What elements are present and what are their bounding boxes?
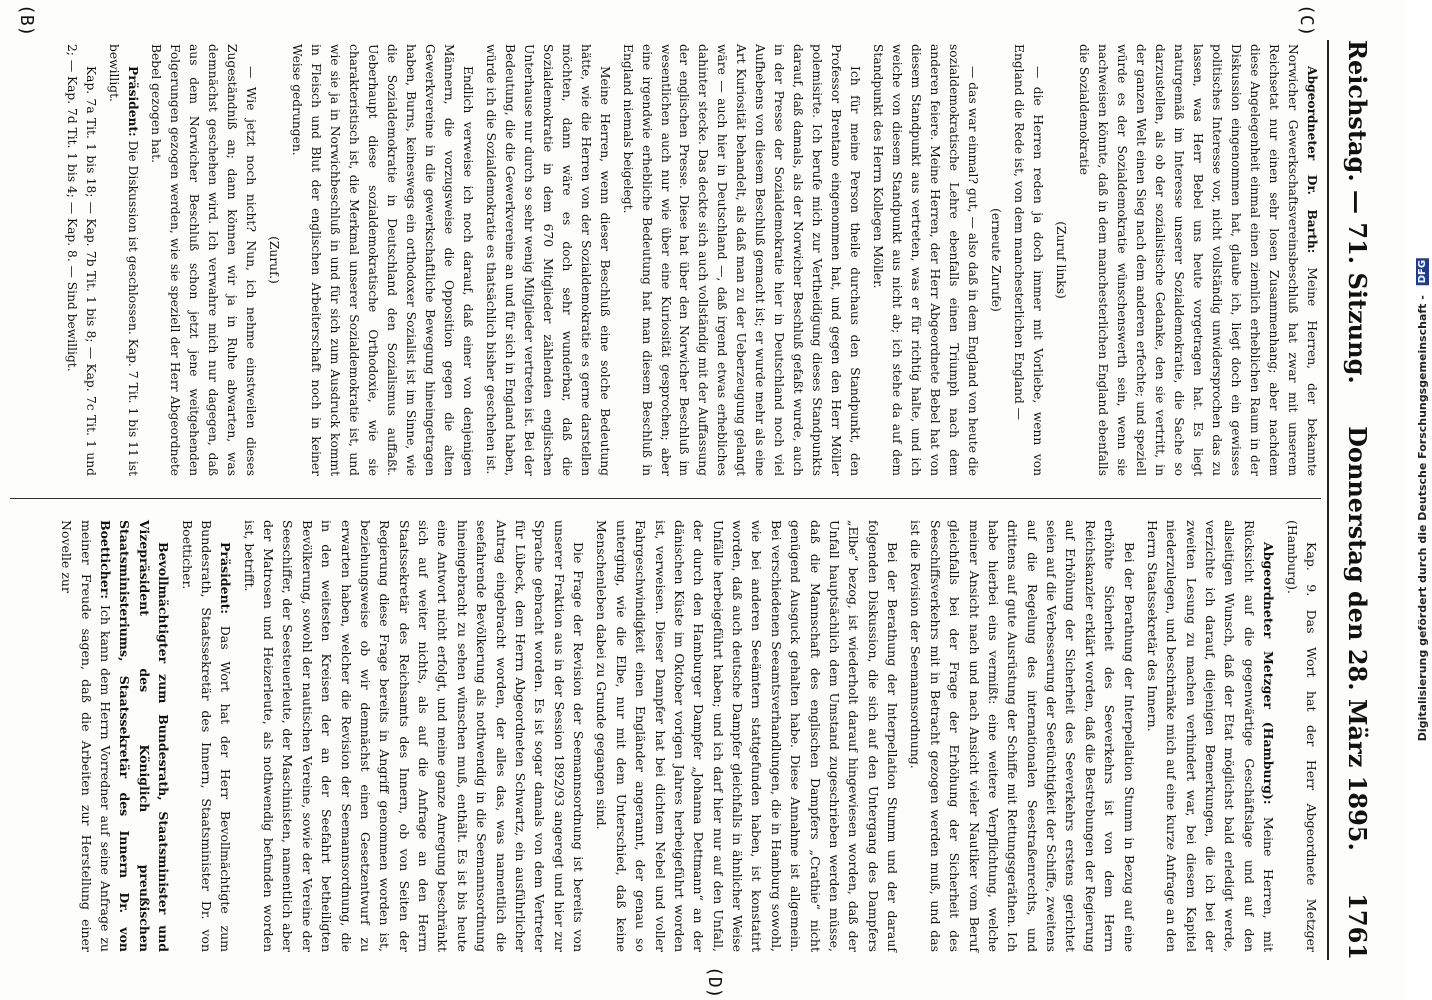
paragraph-text: Ich für meine Person theile durchaus den Standpunkt, den Professor Brentano eingenommen hat, und gegen den Herr Möller polemisirte. Ich berufe mich zur Vertheidigung dieses Standpunkts darauf, daß damals, als der Norwicher Beschluß gefaßt wurde, auch in der Presse der Sozialdemokratie hier in Deutschland noch viel Aufhebens von diesem Beschluß gemacht ist; er wurde mehr als eine Art Kuriosität behandelt, als daß man zu der Ueberzeugung gelangt wäre — auch hier in Deutschland —, daß irgend etwas erhebliches dahinter stecke. Das deckte sich auch vollständig mit der Auffassung der englischen Presse. Diese hat über den Norwicher Beschluß im wesentlichen auch nur wie über eine Kuriosität gesprochen; aber eine irgendwie erhebliche Bedeutung hat man diesem Beschluß in England niemals beigelegt. [620,44,863,476]
paragraph-text: — die Herren reden ja doch immer mit Vorliebe, wenn von England die Rede ist, von dem manchesterlichen England — [1012,44,1046,476]
interjection: (Zuruf links) [1054,221,1069,299]
paragraph-text: — das war einmal? gut, — also daß in dem England von heute die sozialdemokratische Lehre ebenfalls einen Triumph nach dem anderen feiere. Meine Herren, der Herr Abgeordnete Bebel hat von diesem Standpunkt aus vertreten, was er für richtig halte, und ich weiche von diesem Standpunkt aus nicht ab; ich stehe da auf dem Standpunkt des Herrn Kollegen Möller. [871,44,981,476]
paragraph [868,44,982,476]
paragraph [104,44,142,476]
paragraph [57,520,173,952]
left-column [58,44,1321,476]
paragraph-text: Meine Herren, mit Rücksicht auf die gegenwärtige Geschäftslage und auf den allseitigen Wunsch, daß der Etat möglichst bald erledigt werde, verzichte ich darauf, diejenigen Bemerkungen, die ich bei der zweiten Lesung zu machen verhindert war, bei diesem Kapitel niederzulegen, und beschränke mich auf eine kurze Anfrage an den Herrn Staatssekretär des Innern. [1145,520,1277,952]
paragraph-text: Ich kann dem Herrn Vorredner auf seine Anfrage zu meiner Freude sagen, daß die Arbeiten zur Herstellung einer Novelle zur [59,520,114,952]
paragraph [177,520,235,952]
paragraph [62,44,100,476]
paragraph [1282,520,1321,952]
interjection: (erneute Zurufe) [989,208,1004,312]
paragraph [287,44,477,476]
header-date: Donnerstag den 28. März 1895. [1343,426,1373,851]
paragraph-text: Kap. 7a Tit. 1 bis 18; — Kap. 7b Tit. 1 bis 8; — Kap. 7c Tit. 1 und 2; — Kap. 7d Tit. 1 bis 4; — Kap. 8. — Sind bewilligt. [64,44,98,476]
digitization-credit [1412,0,1432,1000]
speaker-name: Bevollmächtigter zum Bundesrath, Staatsminister und Vizepräsident des Königlich preußischen Staatsministeriums, Staatssekretär des Innern Dr. von Boetticher: [98,520,172,952]
speaker-name: Abgeordneter Dr. Barth: [1305,66,1320,254]
paragraph-text: Bei der Berathung der Interpellation Stumm in Bezug auf eine erhöhte Sicherheit des Seeverkehrs ist von dem Herrn Reichskanzler erklärt worden, daß die Bestrebungen der Regierung auf Erhöhung der Sicherheit des Seeverkehrs erstens gerichtet seien auf die Verbesserung der Seetüchtigkeit der Schiffe, zweitens auf die Regelung des internationalen Seestraßenrechts, und drittens auf gute Ausrüstung der Schiffe mit Rettungsgeräthen. Ich habe hierbei eins vermißt: eine weitere Verpflichtung, welche meiner Ansicht nach und nach Ansicht vieler Nautiker vom Beruf gleichfalls bei der Frage der Erhöhung der Sicherheit des Seeschiffsverkehrs mit in Betracht gezogen werden muß, und das ist die Revision der Seemannsordnung. [908,520,1137,952]
credit-text: Digitalisierung gefördert durch die Deutsche Forschungsgemeinschaft - [1415,295,1429,742]
dfg-logo: DFG [1416,260,1428,284]
speaker-name: Präsident: [218,542,234,615]
paragraph [239,520,588,952]
interjection: (Zuruf.) [266,236,281,284]
page-number: 1761 [1343,893,1373,960]
paragraph-text: Bei der Berathung der Interpellation Stumm und der darauf folgenden Diskussion, die sich auf den Untergang des Dampfers „Elbe“ bezog, ist wiederholt darauf hingewiesen worden, daß der Unfall hauptsächlich dem Umstand zugeschrieben werden müsse, daß die Mannschaft des englischen Dampfers „Crathie“ nicht genügend Ausguck gehalten habe. Diese Annahme ist allgemein. Bei verschiedenen Seeamtsverhandlungen, die in Hamburg sowohl, wie bei anderen Seeämtern stattgefunden haben, ist konstatirt worden, daß auch deutsche Dampfer gleichfalls in ähnlicher Weise Unfälle herbeigeführt haben; und ich darf hier nur auf den Unfall, der durch den Hamburger Dampfer „Johanna Dettmann“ an der dänischen Küste im Oktober vorigen Jahres herbeigeführt worden ist, verweisen. Dieser Dampfer hat bei dichtem Nebel und voller Fahrgeschwindigkeit einen Engländer angerannt, der genau so unterging, wie die Elbe, nur mit dem Unterschied, daß keine Menschenleben dabei zu Grunde gegangen sind. [594,520,901,952]
paragraph [481,44,614,476]
paragraph [618,44,865,476]
margin-marker-c: (C) [1296,4,1317,37]
paragraph-text: Meine Herren, der bekannte Norwicher Gewerkschaftsvereinsbeschluß hat zwar mit unserem Reichsetat nur einen sehr losen Zusammenhang; aber nachdem diese Angelegenheit einmal einen ziemlich erheblichen Raum in der Diskussion eingenommen hat, glaube ich, liegt doch ein gewisses politisches Interesse vor, nicht vollständig unwidersprochen das zu lassen, was Herr Bebel uns heute vorgetragen hat. Es liegt naturgemäß im Interesse unserer Sozialdemokratie, die Sache so darzustellen, als ob der sozialistische Gedanke, den sie vertritt, in der ganzen Welt einen Sieg nach dem anderen erfechte; und speziell würde es der Sozialdemokratie wünschenswerth sein, wenn sie nachweisen könnte, daß in dem manchesterlichen England ebenfalls die Sozialdemokratie [1077,44,1319,476]
paragraph-text: Die Frage der Revision der Seemannsordnung ist bereits von unserer Fraktion aus in der Session 1892/93 angeregt und hier zur Sprache gebracht worden. Es ist sogar damals von dem Vertreter für Lübeck, dem Herrn Abgeordneten Schwartz, ein ausführlicher Antrag eingebracht worden, der alles das, was namentlich die seefahrende Bevölkerung als nothwendig in die Seemannsordnung hineingebracht zu sehen wünschen muß, enthält. Es ist bis heute eine Antwort nicht erfolgt, und meine ganze Anregung beschränkt sich auf weiter nichts, als auf die Anfrage an den Herrn Staatssekretär des Reichsamts des Innern, ob von Seiten der Regierung diese Frage bereits in Angriff genommen worden ist, beziehungsweise ob wir demnächst einen Gesetzentwurf zu erwarten haben, welcher die Revision der Seemannsordnung, die in den weitesten Kreisen der an der Seefahrt betheiligten Bevölkerung, sowohl der nautischen Vereine, sowie der Vereine der Seeschiffer, der Seesteuerleute, der Maschinisten, namentlich aber der Matrosen und Heizerleute, als nothwendig befunden worden ist, betrifft. [241,520,587,952]
page-header [1327,40,1387,960]
paragraph-text: — Wie jetzt noch nicht? Nun, ich nehme einstweilen dieses Zugeständniß an; dann können wir ja in Ruhe abwarten, was demnächst geschehen wird. Ich verwahre mich nur dagegen, daß aus dem Norwicher Beschluß schon jetzt jene weitgehenden Folgerungen gezogen werden, wie sie speziell der Herr Abgeordnete Bebel gezogen hat. [148,44,258,476]
paragraph-text: Endlich verweise ich noch darauf, daß einer von denjenigen Männern, die vorzugsweise die Opposition gegen die alten Gewerkvereine in die gewerkschaftliche Bewegung hineingetragen haben, Burns, keineswegs ein orthodoxer Sozialist ist im Sinne, wie die Sozialdemokratie in Deutschland den Sozialismus auffaßt. Ueberhaupt diese sozialdemokratische Orthodoxie, wie sie charakteristisch ist, die Merkmal unserer Sozialdemokratie ist, und wie sie ja in Norwichbeschluß in und für sich zum Ausdruck kommt in Fleisch und Blut der englischen Arbeiterschaft noch in keiner Weise gedrungen. [289,44,475,476]
right-column [53,520,1321,952]
paragraph [1074,44,1321,476]
paragraph-text: Das Wort hat der Herr Bevollmächtigte zum Bundesrath, Staatssekretär des Innern, Staatsminister Dr. von Boetticher. [179,520,234,953]
column-divider [10,498,1321,499]
paragraph [906,520,1139,952]
header-title: Reichstag. — 71. Sitzung. [1343,40,1373,384]
paragraph-text: Meine Herren, wenn dieser Beschluß eine solche Bedeutung hätte, wie die Herren von der Sozialdemokratie es gerne darstellen möchten, dann wäre es doch sehr wunderbar, daß die Sozialdemokratie in dem 670 Mitglieder zählenden englischen Unterhause nur durch so sehr wenig Mitglieder vertreten ist. Bei der Bedeutung, die die Gewerkvereine an und für sich in England haben, würde ich die Sozialdemokratie es thatsächlich bisher geschehen ist. [483,44,612,476]
margin-marker-b: (B) [16,4,37,37]
margin-marker-d: (D) [704,966,725,999]
paragraph [1143,520,1279,952]
paragraph-text: Kap. 9. Das Wort hat der Herr Abgeordnete Metzger (Hamburg). [1284,520,1319,952]
speaker-name: Präsident: [125,66,141,137]
paragraph [146,44,260,476]
paragraph [592,520,902,952]
paragraph [1009,44,1047,476]
paragraph-text: Die Diskussion ist geschlossen. Kap. 7 Tit. 1 bis 11 ist bewilligt. [106,44,140,476]
speaker-name: Abgeordneter Metzger (Hamburg): [1261,542,1277,805]
